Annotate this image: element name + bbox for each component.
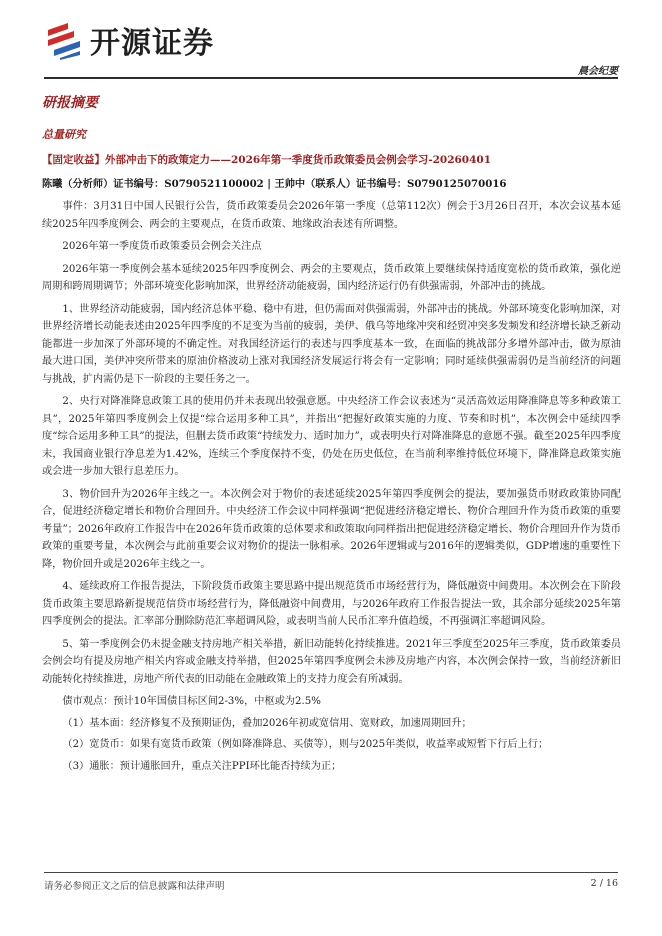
paragraph-point-2: 2、央行对降准降息政策工具的使用仍并未表现出较强意愿。中央经济工作会议表述为“灵活高效运用降准降息等多种政策工具”，2025年第四季度例会上仅提“综合运用多种工具”，并指出“把握好政策实施的力度、节奏和时机”，本次例会中延续四季度“综合运用多种工具”的提法，但删去货币政策“持续发力、适时加力”，或表明央行对降准降息的意愿不强。截至2025年四季度末，我国商业银行净息差为1.42%，连续三个季度保持不变，仍处在历史低位，在当前利率维持低位环境下，降准降息政策实施或会进一步加大银行息差压力。	[42, 396, 621, 477]
paragraph-point-5: 5、第一季度例会仍未提金融支持房地产相关举措，新旧动能转化持续推进。2021年三季度至2025年三季度，货币政策委员会例会均有提及房地产相关内容或金融支持举措，但2025年第四季度例会未涉及房地产内容，本次例会保持一致，当前经济新旧动能转化持续推进，房地产所代表的旧动能在金融政策上的支持力度会有所减弱。	[42, 638, 621, 685]
page-header	[0, 0, 662, 80]
logo-mark-icon	[44, 20, 84, 60]
header-tag: 晨会纪要	[578, 66, 618, 77]
header-divider	[44, 77, 618, 79]
paragraph-point-4: 4、延续政府工作报告提法，下阶段货币政策主要思路中提出规范货币市场经营行为，降低融资中间费用。本次例会在下阶段货币政策主要思路新提规范信贷市场经营行为，降低融资中间费用，与2026年政府工作报告提法一致，其余部分延续2025年第四季度例会的提法。汇率部分删除防范汇率超调风险，或表明当前人民币汇率升值趋缓，不再强调汇率超调风险。	[42, 581, 621, 627]
paragraph-event: 事件：3月31日中国人民银行公告，货币政策委员会2026年第一季度（总第112次）例会于3月26日召开，本次会议基本延续2025年四季度例会、两会的主要观点，在货币政策、地缘政治表述有所调整。	[42, 201, 621, 230]
report-authors: 陈曦（分析师）证书编号：S0790521100002 | 王帅中（联系人）证书编号：S0790125070016	[42, 178, 507, 190]
brand-logo	[44, 18, 214, 62]
page-number: 2 / 16	[590, 878, 618, 889]
paragraph-bond-fundamentals: （1）基本面：经济修复不及预期证伪，叠加2026年初或宽信用、宽财政，加速周期回升；	[62, 717, 472, 729]
paragraph-bond-inflation: （3）通胀：预计通胀回升，重点关注PPI环比能否持续为正；	[62, 760, 342, 772]
report-title: 【固定收益】外部冲击下的政策定力——2026年第一季度货币政策委员会例会学习-20260401	[42, 154, 492, 166]
paragraph-heading: 2026年第一季度货币政策委员会例会关注点	[62, 241, 262, 252]
logo-text: 开源证券	[90, 26, 214, 61]
footer-divider	[44, 872, 618, 873]
paragraph-point-1: 1、世界经济动能疲弱，国内经济总体平稳、稳中有进，但仍需面对供强需弱，外部冲击的挑战。外部环境变化影响加深，对世界经济增长动能表述由2025年四季度的不足变为当前的疲弱，美伊、俄乌等地缘冲突和经贸冲突多发频发和经济增长缺乏新动能都进一步加深了外部环境的不确定性。对我国经济运行的表述与四季度基本一致，在面临的挑战部分多增外部冲击，做为原油最大进口国，美伊冲突所带来的原油价格波动上涨对我国经济发展运行将会有一定影响；同时延续供强需弱仍是当前经济的问题与挑战，扩内需仍是下一阶段的主要任务之一。	[42, 303, 621, 385]
sub-section-title: 总量研究	[42, 128, 86, 141]
main-content	[42, 88, 621, 779]
paragraph-bond-monetary: （2）宽货币：如果有宽货币政策（例如降准降息、买债等），则与2025年类似，收益率或短暂下行后上行；	[62, 739, 549, 750]
paragraph-summary: 2026年第一季度例会基本延续2025年四季度例会、两会的主要观点，货币政策上要继续保持适度宽松的货币政策，强化逆周期和跨周期调节；外部环境变化影响加深，世界经济动能疲弱，国内经济运行仍有供强需弱，外部冲击的挑战。	[42, 263, 621, 292]
paragraph-point-3: 3、物价回升为2026年主线之一。本次例会对于物价的表述延续2025年第四季度例会的提法，要加强货币财政政策协同配合，促进经济稳定增长和物价合理回升。中央经济工作会议中同样强调“把促进经济稳定增长、物价合理回升作为货币政策的重要考量”；2026年政府工作报告中在2026年货币政策的总体要求和政策取向同样指出把促进经济稳定增长、物价合理回升作为货币政策的重要考量，本次例会与此前重要会议对物价的提法一脉相承。2026年逻辑或与2016年的逻辑类似，GDP增速的重要性下降，物价回升或是2026年主线之一。	[42, 488, 621, 570]
section-title: 研报摘要	[42, 95, 98, 111]
paragraph-bond-view: 债市观点：预计10年国债目标区间2-3%，中枢或为2.5%	[62, 696, 321, 707]
footer-disclaimer: 请务必参阅正文之后的信息披露和法律声明	[44, 881, 225, 892]
